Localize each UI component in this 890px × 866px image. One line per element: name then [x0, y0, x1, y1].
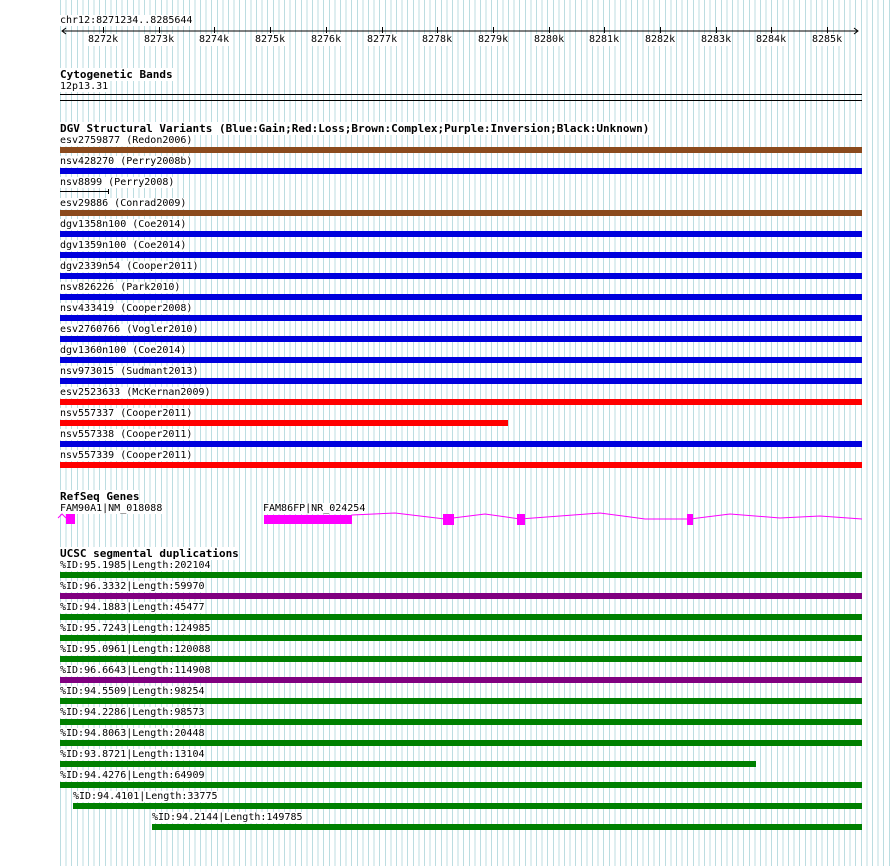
ruler-tick-label: 8278k	[422, 34, 453, 45]
segdup-bar[interactable]	[60, 698, 862, 704]
segdup-bar[interactable]	[60, 719, 862, 725]
ruler-tick-label: 8285k	[812, 34, 843, 45]
dgv-variant-label[interactable]: esv2760766 (Vogler2010)	[60, 324, 199, 335]
ruler-tick	[827, 27, 828, 33]
ruler-tick	[771, 27, 772, 33]
dgv-variant-bar[interactable]	[60, 210, 862, 216]
refseq-title: RefSeq Genes	[60, 490, 140, 503]
fam86fp-exon-1	[264, 515, 352, 524]
dgv-variant-bar[interactable]	[60, 315, 862, 321]
segdup-label[interactable]: %ID:94.5509|Length:98254	[60, 686, 205, 697]
dgv-variant-label[interactable]: dgv1358n100 (Coe2014)	[60, 219, 187, 230]
dgv-variant-bar[interactable]	[60, 462, 862, 468]
ruler-tick-label: 8279k	[478, 34, 509, 45]
segdup-bar[interactable]	[60, 677, 862, 683]
dgv-variant-bar[interactable]	[60, 294, 862, 300]
refseq-gene-label-fam90a1[interactable]: FAM90A1|NM_018088	[60, 503, 163, 514]
dgv-variant-bar[interactable]	[60, 399, 862, 405]
segdup-bar[interactable]	[60, 572, 862, 578]
ruler-tick	[214, 27, 215, 33]
ruler-tick-label: 8284k	[756, 34, 787, 45]
ruler-tick-label: 8272k	[88, 34, 119, 45]
ruler-tick	[549, 27, 550, 33]
dgv-variant-label[interactable]: dgv1359n100 (Coe2014)	[60, 240, 187, 251]
segdup-label[interactable]: %ID:94.1883|Length:45477	[60, 602, 205, 613]
dgv-title: DGV Structural Variants (Blue:Gain;Red:Loss;Brown:Complex;Purple:Inversion;Black:Unknown)	[60, 122, 650, 135]
dgv-variant-label[interactable]: dgv1360n100 (Coe2014)	[60, 345, 187, 356]
dgv-variant-label[interactable]: nsv557337 (Cooper2011)	[60, 408, 193, 419]
dgv-variant-bar[interactable]	[60, 168, 862, 174]
dgv-variant-label[interactable]: nsv826226 (Park2010)	[60, 282, 181, 293]
refseq-gene-label-fam86fp[interactable]: FAM86FP|NR_024254	[263, 503, 366, 514]
segdup-label[interactable]: %ID:94.2286|Length:98573	[60, 707, 205, 718]
segdup-bar[interactable]	[60, 761, 756, 767]
fam86fp-exon-4	[687, 514, 693, 525]
dgv-variant-label[interactable]: dgv2339n54 (Cooper2011)	[60, 261, 199, 272]
segdup-bar[interactable]	[73, 803, 862, 809]
dgv-variant-bar[interactable]	[60, 378, 862, 384]
dgv-variant-label[interactable]: nsv433419 (Cooper2008)	[60, 303, 193, 314]
position-label: chr12:8271234..8285644	[60, 15, 193, 26]
dgv-variant-label[interactable]: esv29886 (Conrad2009)	[60, 198, 187, 209]
segdup-label[interactable]: %ID:96.3332|Length:59970	[60, 581, 205, 592]
ruler-tick	[604, 27, 605, 33]
segdup-label[interactable]: %ID:93.8721|Length:13104	[60, 749, 205, 760]
segdup-label[interactable]: %ID:95.7243|Length:124985	[60, 623, 211, 634]
segdup-bar[interactable]	[60, 614, 862, 620]
cytoband-title: Cytogenetic Bands	[60, 68, 173, 81]
segdup-bar[interactable]	[60, 593, 862, 599]
segdup-bar[interactable]	[60, 740, 862, 746]
dgv-variant-bar-end	[108, 189, 109, 194]
ruler-tick	[437, 27, 438, 33]
segdup-label[interactable]: %ID:95.1985|Length:202104	[60, 560, 211, 571]
ruler-tick-label: 8276k	[311, 34, 342, 45]
dgv-variant-label[interactable]: nsv428270 (Perry2008b)	[60, 156, 193, 167]
segdup-label[interactable]: %ID:94.4101|Length:33775	[73, 791, 218, 802]
ruler-tick	[159, 27, 160, 33]
segdup-bar[interactable]	[152, 824, 862, 830]
cytoband-line-top	[60, 94, 862, 95]
ruler-tick	[103, 27, 104, 33]
cytoband-line-bottom	[60, 100, 862, 101]
segdup-bar[interactable]	[60, 782, 862, 788]
dgv-variant-bar[interactable]	[60, 147, 862, 153]
segdup-label[interactable]: %ID:95.0961|Length:120088	[60, 644, 211, 655]
segdup-bar[interactable]	[60, 656, 862, 662]
dgv-variant-bar[interactable]	[60, 357, 862, 363]
dgv-variant-label[interactable]: nsv8899 (Perry2008)	[60, 177, 175, 188]
cytoband-label: 12p13.31	[60, 81, 109, 92]
dgv-variant-bar[interactable]	[60, 336, 862, 342]
ruler-tick	[660, 27, 661, 33]
dgv-variant-bar[interactable]	[60, 273, 862, 279]
ruler-tick-label: 8277k	[367, 34, 398, 45]
dgv-variant-label[interactable]: esv2523633 (McKernan2009)	[60, 387, 211, 398]
ruler-tick	[716, 27, 717, 33]
dgv-variant-label[interactable]: esv2759877 (Redon2006)	[60, 135, 193, 146]
dgv-variant-label[interactable]: nsv557339 (Cooper2011)	[60, 450, 193, 461]
dgv-variant-label[interactable]: nsv557338 (Cooper2011)	[60, 429, 193, 440]
ruler-tick-label: 8282k	[645, 34, 676, 45]
dgv-variant-label[interactable]: nsv973015 (Sudmant2013)	[60, 366, 199, 377]
dgv-variant-bar[interactable]	[60, 420, 508, 426]
fam90a1-exon	[66, 514, 75, 524]
dgv-variant-bar[interactable]	[60, 231, 862, 237]
fam86fp-exon-3	[517, 514, 525, 525]
fam86fp-exon-2	[443, 514, 454, 525]
dgv-variant-bar[interactable]	[60, 441, 862, 447]
ruler-tick	[326, 27, 327, 33]
segdup-label[interactable]: %ID:94.2144|Length:149785	[152, 812, 303, 823]
segdup-label[interactable]: %ID:94.4276|Length:64909	[60, 770, 205, 781]
dgv-variant-bar[interactable]	[60, 191, 108, 192]
dgv-variant-bar[interactable]	[60, 252, 862, 258]
segdup-label[interactable]: %ID:96.6643|Length:114908	[60, 665, 211, 676]
ruler-tick-label: 8281k	[589, 34, 620, 45]
segdup-title: UCSC segmental duplications	[60, 547, 239, 560]
ruler-tick-label: 8274k	[199, 34, 230, 45]
ruler-tick-label: 8273k	[144, 34, 175, 45]
ruler-tick	[382, 27, 383, 33]
ruler-tick	[270, 27, 271, 33]
segdup-bar[interactable]	[60, 635, 862, 641]
ruler-tick-label: 8275k	[255, 34, 286, 45]
ruler-tick-label: 8283k	[701, 34, 732, 45]
ruler-tick	[493, 27, 494, 33]
ruler-tick-label: 8280k	[534, 34, 565, 45]
segdup-label[interactable]: %ID:94.8063|Length:20448	[60, 728, 205, 739]
